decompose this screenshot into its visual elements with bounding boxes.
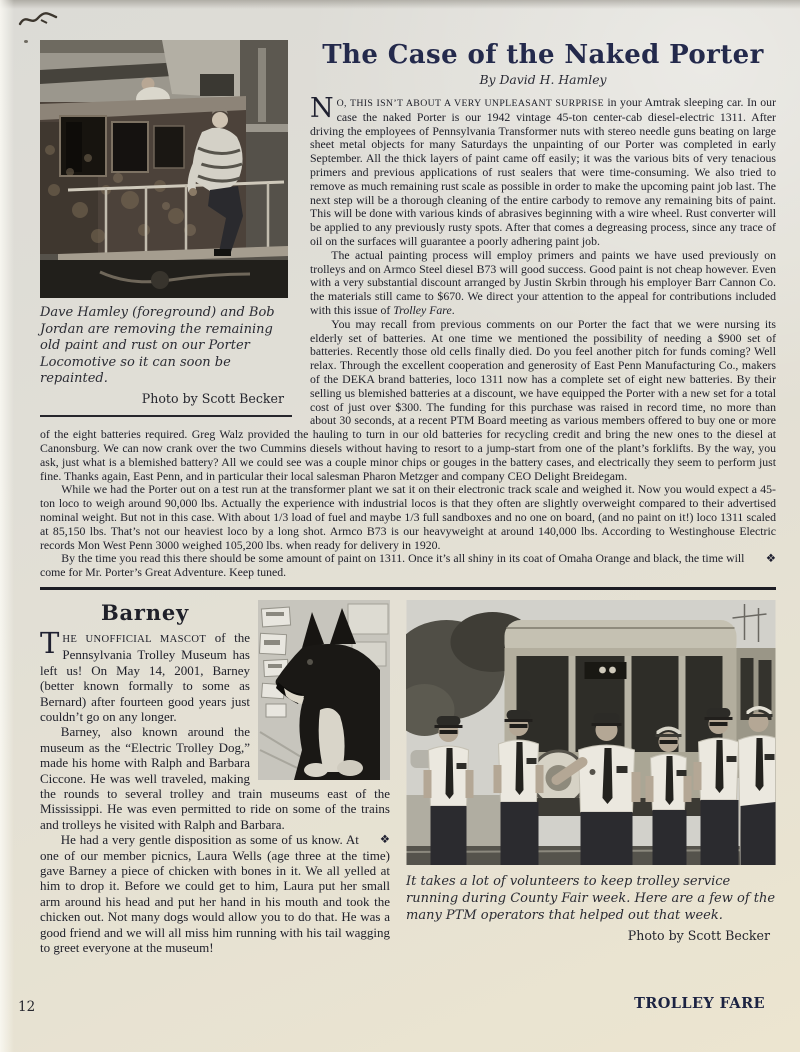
journal-title: TROLLEY FARE (634, 995, 765, 1012)
paragraph (40, 483, 776, 552)
article-title: The Case of the Naked Porter (322, 40, 764, 70)
pen-scribble-mark (16, 8, 60, 34)
barney-text-column (40, 600, 390, 956)
page-content (40, 38, 776, 955)
porter-locomotive-photo (40, 40, 288, 298)
photo-credit: Photo by Scott Becker (627, 927, 770, 943)
paragraph-text: You may recall from previous comments on our Porter the fact that we were nursing its elderly set of batteries. At one time we mentioned the possibility of needing a $900 set of batteries. Recently those old cells finally died. Do you feel another pitch for funds coming? Well relax. Through the excellent cooperation and generosity of East Penn Manufacturing Co., makers of the DEKA brand batteries, loco 1311 now has a complete set of eight new batteries. By their selling us blemished batteries at a discount, we have equipped the Porter with a new set for a total cost of just over $300. The funding for this purchase was raised in record time, no more than about 30 seconds, at a recent PTM Board meeting as various members offered to buy one or more of the eight batteries required. Greg Walz provided the hauling to turn in our old batteries for recycling credit and bring the new ones to the diesel at Canonsburg. We can now crank over the two Cummins diesels without having to resort to a jump-start from one of the plant’s forklifts. By the way, you ask, just what is a blemished battery? All we could see was a couple minor chips or gouges in the battery cases, and electrically they seem to perform just fine. Thanks again, East Penn, and in particular their local salesman Pharon Metzger and company CEO Delight Breidegam. (40, 316, 776, 483)
drop-cap: N (310, 93, 334, 124)
end-of-article-dingbat: ❖ (379, 832, 390, 847)
trolley-photo-figure (406, 600, 776, 956)
paragraph-text: The actual painting process will employ primers and paints we have used previously on trolleys and on Armco Steel diesel B73 will good success. Good paint is not cheap however. Even with a very substantial discount arranged by Justin Skrbin through his employer Barr Cannon Co. the materials still came to $670. We direct your attention to the appeal for contributions included with this issue of (310, 247, 776, 317)
end-of-article-dingbat: ❖ (765, 551, 776, 566)
article-barney (40, 600, 776, 956)
column-rule (40, 415, 292, 417)
paragraph-text: He had a very gentle disposition as some of us know. At one of our member picnics, Laura Wells (age three at the time) gave Barney a piece of chicken with bones in it. We all yelled at him to drop it. Before we could get to him, Laura put her small arm around his head and put her hand in his mouth and took the chicken out. Not many dogs would allow you to do that. He was a good friend and we will all miss him running with his tail wagging to greet everyone at the museum! (40, 832, 390, 956)
paragraph-text: of the Pennsylvania Trolley Museum has left us! On May 14, 2001, Barney (better known formally to some as Bernard) after fourteen good years just couldn’t go on any longer. (40, 629, 250, 724)
drop-cap: T (40, 625, 60, 660)
paragraph (40, 832, 390, 955)
paragraph (40, 552, 776, 580)
porter-photo-figure (40, 40, 298, 417)
section-divider-rule (40, 587, 776, 590)
trolley-operators-photo (406, 600, 776, 865)
article-byline: By David H. Hamley (479, 72, 607, 87)
small-caps-opener: HE UNOFFICIAL MASCOT (62, 633, 207, 645)
article-naked-porter (40, 40, 776, 580)
photo-caption: It takes a lot of volunteers to keep trolley service running during County Fair week. Here are a few of the many PTM operators that helped out that week. (406, 873, 776, 923)
dog-photo-figure (258, 600, 390, 780)
barney-dog-photo (258, 600, 390, 780)
ink-speck (24, 40, 28, 43)
paragraph-text: Barney, also known around the museum as the “Electric Trolley Dog,” made his home with Ralph and Barbara Ciccone. He was well traveled, making the rounds to several trolley and train museums east of the Mississippi. He was even permitted to ride on some of the trains and trolleys he visited with Ralph and Barbara. (40, 724, 390, 832)
paragraph-text: in your Amtrak sleeping car. In our case the naked Porter is our 1942 vintage 45-ton center-cab diesel-electric 1311. After driving the employees of Pennsylvania Transformer nuts with stereo needle guns beating on large sheet metal objects for many Saturdays the unpainting of our Porter was completed in early September. All the thick layers of paint came off easily; it was the various bits of very tenacious primers and previous applications of rust sealers that were time-consuming. We also tried to remove as much remaining rust scale as possible in order to make the upcoming paint job last. The next step will be a thorough cleaning of the entire carbody to remove any remaining bits of paint. This will be done with various kinds of abrasives beginning with a wire wheel. Rust converter will be applied to any previously rusty spots. After that comes a degreasing process, since any trace of oil on the surfaces will guarantee a poorly adhering paint job. (310, 95, 776, 248)
small-caps-opener: O, THIS ISN’T ABOUT A VERY UNPLEASANT SURPRISE (336, 98, 604, 109)
photo-credit: Photo by Scott Becker (141, 390, 284, 406)
paragraph-text: By the time you read this there should be some amount of paint on 1311. Once it’s all shiny in its coat of Omaha Orange and black, the time will come for Mr. Porter’s Great Adventure. Keep tuned. (40, 551, 745, 580)
paragraph-text: . (451, 302, 455, 317)
italic-title-mention: Trolley Fare (393, 302, 452, 317)
article-title: Barney (100, 599, 190, 625)
photo-caption: Dave Hamley (foreground) and Bob Jordan are removing the remaining old paint and rust on our Porter Locomotive so it can soon be repainted. (40, 305, 275, 387)
paragraph-text: While we had the Porter out on a test run at the transformer plant we sat it on their electronic track scale and weighed it. Now you would expect a 45-ton loco to weigh around 90,000 lbs. Actually the experience with industrial locos is that they often are slightly overweight compared to their advertised nominal weight. But not in this case. With about 1/3 load of fuel and maybe 1/3 full sandboxes and no one on board, (and no paint on it!) loco 1311 scaled at 85,150 lbs. That’s not our heaviest loco by a long shot. Armco B73 is our heavyweight at around 140,000 lbs. According to Westinghouse Electric records Mon West Penn 3000 weighed 105,200 lbs. when ready for delivery in 1920. (40, 482, 776, 552)
page-number: 12 (18, 999, 36, 1015)
